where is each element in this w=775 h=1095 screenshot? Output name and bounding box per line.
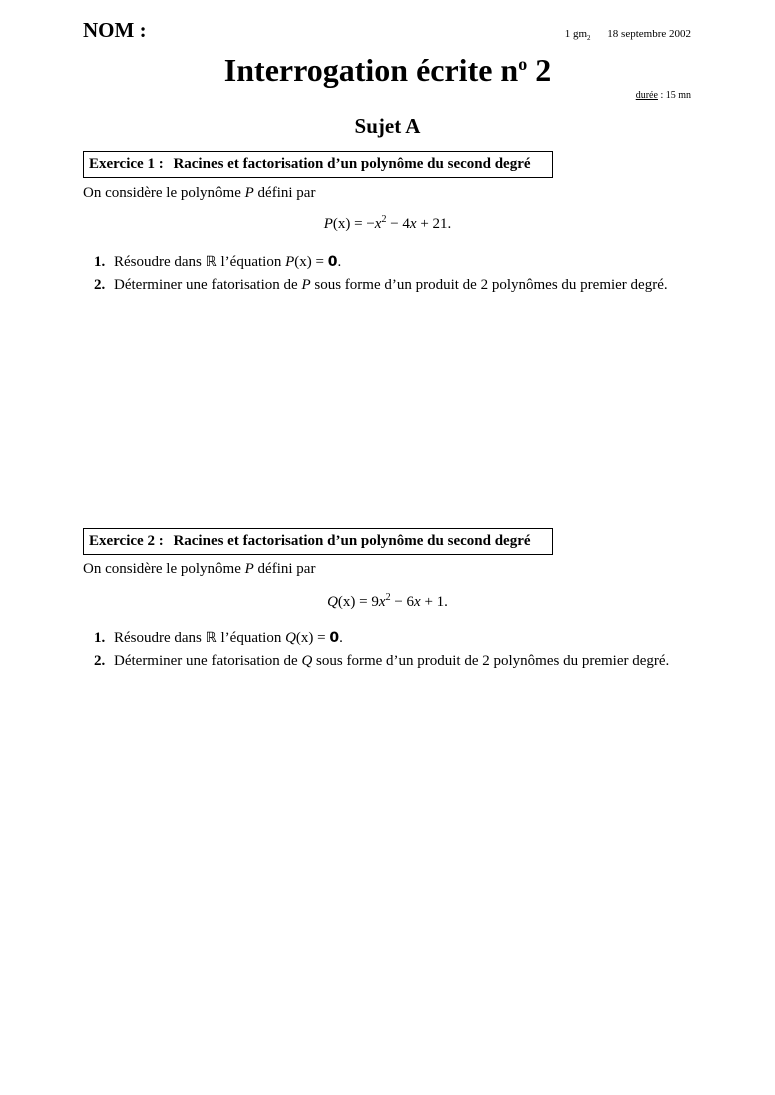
exercise-2-question-2: 2. Déterminer une fatorisation de Q sous forme d’un produit de 2 polynômes du premier degré. — [94, 653, 670, 669]
exam-date: 18 septembre 2002 — [607, 28, 691, 40]
exercise-2-header — [83, 528, 553, 555]
exercise-title: Racines et factorisation d’un polynôme du second degré — [173, 156, 531, 172]
exercise-1-intro: On considère le polynôme P défini par — [83, 185, 316, 201]
exercise-2-formula: $Q(x) = 9x^2 - 6x + 1$. — [327, 592, 448, 610]
exercise-1-formula: $P(x) = -x^2 - 4x + 21$. — [323, 214, 452, 232]
class-and-date — [565, 28, 691, 42]
exercise-label: Exercice 2 : — [89, 533, 164, 549]
name-field-label: NOM : — [83, 18, 147, 42]
exercise-label: Exercice 1 : — [89, 156, 164, 172]
exercise-title: Racines et factorisation d’un polynôme du second degré — [173, 533, 531, 549]
subject-heading: Sujet A — [354, 114, 421, 138]
exercise-2-intro: On considère le polynôme P défini par — [83, 561, 316, 577]
exercise-1-question-2: 2. Déterminer une fatorisation de P sous forme d’un produit de 2 polynômes du premier degré. — [94, 277, 668, 293]
exercise-2-question-1: 1. Résoudre dans ℝ l’équation Q(x) = 0. — [94, 630, 343, 646]
class-name: 1 $gm_2$ — [564, 28, 591, 43]
page-title: Interrogation écrite $n^o$ 2 — [223, 52, 552, 88]
exercise-1-question-1: 1. Résoudre dans ℝ l’équation P(x) = 0. — [94, 254, 342, 270]
exercise-1-header — [83, 151, 553, 178]
duration: durée : 15 mn — [635, 90, 691, 101]
